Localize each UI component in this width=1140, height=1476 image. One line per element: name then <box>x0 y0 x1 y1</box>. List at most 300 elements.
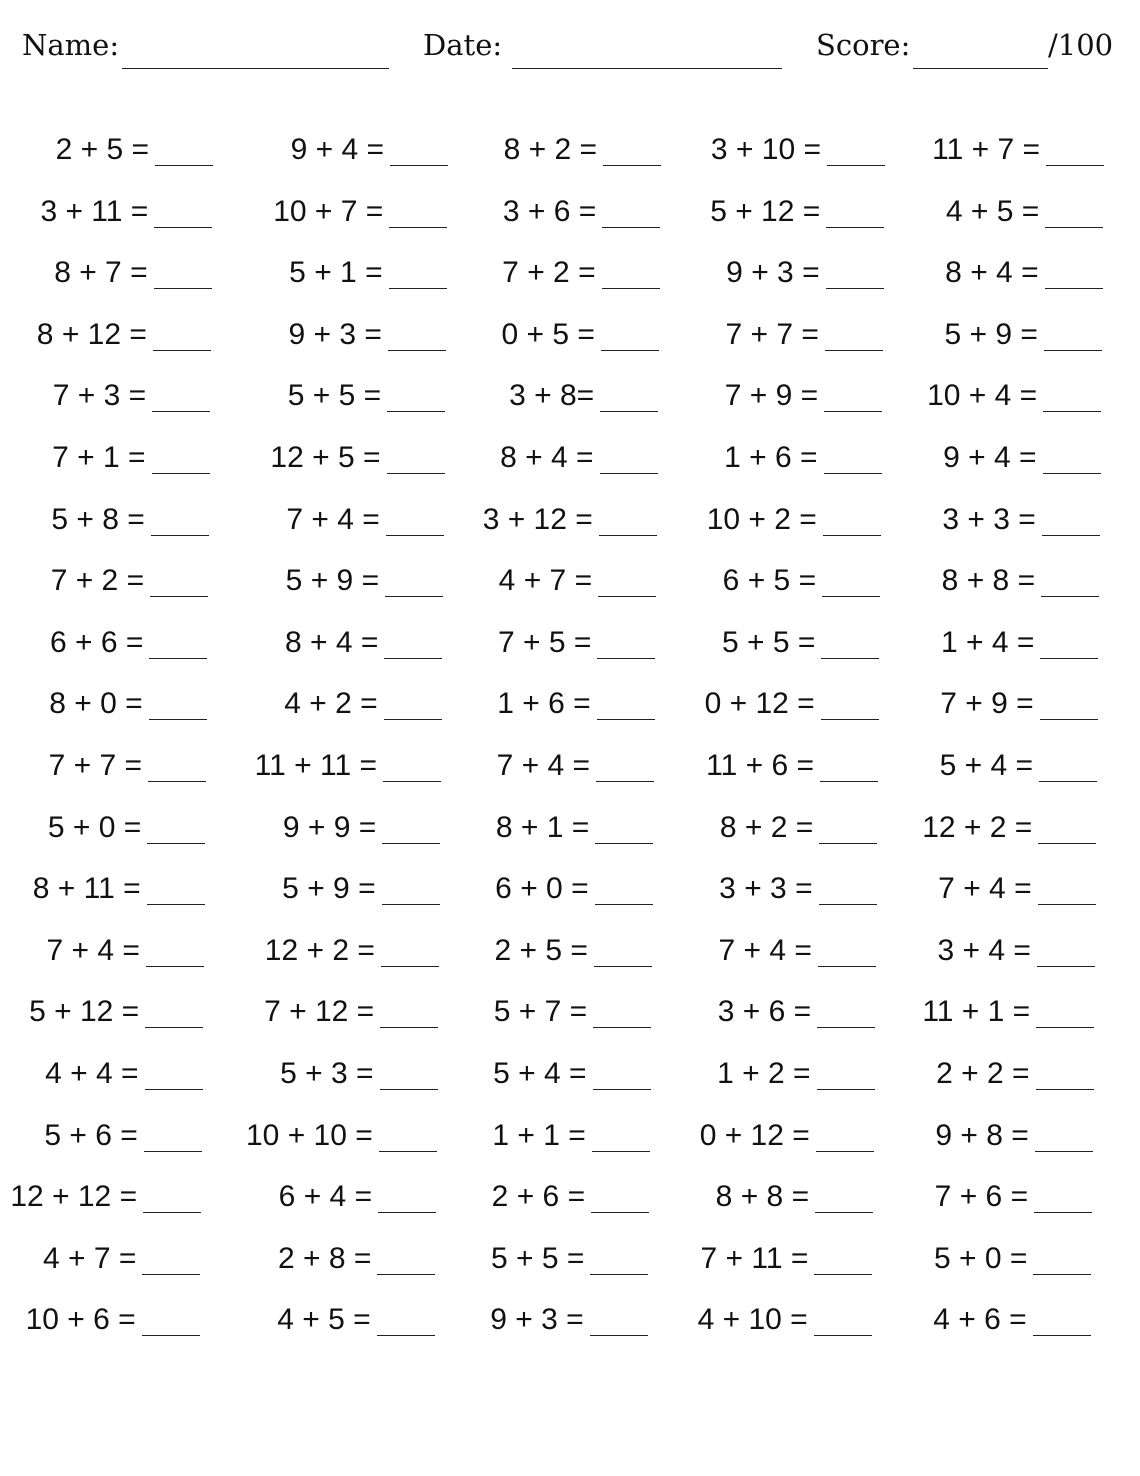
problem-text: 4 + 5 = <box>277 1303 371 1337</box>
problem-text: 4 + 5 = <box>945 194 1040 228</box>
answer-blank[interactable] <box>1037 966 1095 967</box>
answer-blank[interactable] <box>147 843 205 844</box>
problem-item <box>218 1056 438 1096</box>
problem-item <box>225 440 445 480</box>
answer-blank[interactable] <box>151 535 209 536</box>
answer-blank[interactable] <box>383 781 441 782</box>
problem-item <box>435 686 655 726</box>
problem-text: 11 + 7 = <box>932 133 1040 166</box>
answer-blank[interactable] <box>386 535 444 536</box>
problem-item <box>223 563 443 603</box>
problem-item <box>215 1302 435 1342</box>
problem-item <box>222 625 442 665</box>
problem-item <box>875 933 1095 973</box>
problem-item <box>665 132 885 172</box>
problem-text: 8 + 4 = <box>500 441 594 474</box>
answer-blank[interactable] <box>603 165 661 166</box>
problem-item <box>217 1118 437 1158</box>
problem-text: 9 + 3 = <box>288 317 382 351</box>
problem-text: 3 + 6 = <box>717 995 812 1029</box>
name-field[interactable] <box>122 68 389 69</box>
problem-text: 7 + 11 = <box>700 1241 809 1275</box>
problem-item <box>0 563 208 603</box>
problem-text: 12 + 12 = <box>10 1180 138 1214</box>
answer-blank[interactable] <box>600 473 658 474</box>
answer-blank[interactable] <box>387 473 445 474</box>
problem-item <box>0 502 209 542</box>
problem-item <box>882 317 1102 357</box>
answer-blank[interactable] <box>154 227 212 228</box>
answer-blank[interactable] <box>381 966 439 967</box>
problem-text: 5 + 5 = <box>490 1241 585 1275</box>
problem-text: 3 + 10 = <box>710 133 821 166</box>
problem-item <box>0 625 207 665</box>
problem-item <box>662 378 882 418</box>
answer-blank[interactable] <box>1036 1089 1094 1090</box>
answer-blank[interactable] <box>824 473 882 474</box>
problem-text: 3 + 6 = <box>502 194 597 228</box>
answer-blank[interactable] <box>145 1089 203 1090</box>
problem-item <box>0 255 212 295</box>
problem-item <box>0 1241 200 1281</box>
problem-item <box>0 1302 200 1342</box>
answer-blank[interactable] <box>382 843 440 844</box>
problem-item <box>0 994 203 1034</box>
problem-item <box>878 625 1098 665</box>
answer-blank[interactable] <box>822 596 880 597</box>
problem-text: 4 + 7 = <box>42 1241 137 1275</box>
problem-text: 5 + 4 = <box>493 1057 587 1090</box>
problem-text: 7 + 9 = <box>724 379 819 413</box>
problem-text: 11 + 11 = <box>254 749 377 782</box>
problem-item <box>435 625 655 665</box>
score-field[interactable] <box>913 68 1048 69</box>
answer-blank[interactable] <box>1038 904 1096 905</box>
date-field[interactable] <box>512 68 782 69</box>
problem-item <box>226 317 446 357</box>
problem-item <box>663 317 883 357</box>
problem-text: 3 + 11 = <box>40 194 149 228</box>
problem-item <box>432 933 652 973</box>
answer-blank[interactable] <box>597 658 655 659</box>
problem-text: 2 + 5 = <box>494 933 588 967</box>
answer-blank[interactable] <box>152 473 210 474</box>
answer-blank[interactable] <box>384 719 442 720</box>
answer-blank[interactable] <box>382 904 440 905</box>
problem-text: 9 + 4 = <box>943 441 1037 474</box>
problem-item <box>880 502 1100 542</box>
answer-blank[interactable] <box>388 350 446 351</box>
problem-item <box>664 194 884 234</box>
answer-blank[interactable] <box>153 350 211 351</box>
problem-text: 5 + 9 = <box>944 317 1038 351</box>
answer-blank[interactable] <box>1041 596 1099 597</box>
answer-blank[interactable] <box>814 1335 872 1336</box>
answer-blank[interactable] <box>821 719 879 720</box>
problem-text: 8 + 2 = <box>503 133 597 166</box>
problem-text: 8 + 4 = <box>284 625 379 659</box>
problem-text: 6 + 6 = <box>49 625 144 659</box>
answer-blank[interactable] <box>819 843 877 844</box>
problem-item <box>0 440 210 480</box>
problem-item <box>881 440 1101 480</box>
problem-text: 7 + 4 = <box>286 502 380 536</box>
problem-item <box>883 194 1103 234</box>
problem-text: 5 + 7 = <box>493 995 588 1029</box>
problem-item <box>222 686 442 726</box>
problem-item <box>431 994 651 1034</box>
problem-text: 5 + 0 = <box>47 810 142 844</box>
answer-blank[interactable] <box>599 535 657 536</box>
problem-item <box>0 1056 203 1096</box>
problem-item <box>434 748 654 788</box>
answer-blank[interactable] <box>590 1335 648 1336</box>
problem-item <box>657 871 877 911</box>
name-label: Name: <box>22 28 120 62</box>
problem-text: 6 + 0 = <box>495 872 589 906</box>
problem-item <box>428 1302 648 1342</box>
answer-blank[interactable] <box>1040 719 1098 720</box>
score-total: /100 <box>1048 28 1114 62</box>
answer-blank[interactable] <box>149 719 207 720</box>
problem-item <box>879 563 1099 603</box>
problem-item <box>662 440 882 480</box>
answer-blank[interactable] <box>814 1274 872 1275</box>
problem-text: 9 + 8 = <box>935 1118 1029 1152</box>
problem-item <box>876 810 1096 850</box>
problem-item <box>0 132 213 172</box>
answer-blank[interactable] <box>825 350 883 351</box>
problem-text: 5 + 4 = <box>939 749 1033 782</box>
problem-text: 1 + 6 = <box>724 441 818 474</box>
answer-blank[interactable] <box>601 350 659 351</box>
problem-item <box>227 194 447 234</box>
problem-item <box>874 1056 1094 1096</box>
problem-text: 10 + 10 = <box>246 1118 373 1152</box>
answer-blank[interactable] <box>389 288 447 289</box>
problem-text: 5 + 12 = <box>29 995 140 1029</box>
problem-text: 3 + 3 = <box>942 502 1036 536</box>
problem-text: 7 + 2 = <box>50 564 145 598</box>
answer-blank[interactable] <box>594 966 652 967</box>
answer-blank[interactable] <box>377 1274 435 1275</box>
problem-text: 8 + 8 = <box>715 1180 810 1214</box>
problem-item <box>0 317 211 357</box>
problem-item <box>0 1118 202 1158</box>
answer-blank[interactable] <box>600 411 658 412</box>
answer-blank[interactable] <box>595 904 653 905</box>
problem-text: 7 + 1 = <box>52 441 146 474</box>
problem-text: 3 + 3 = <box>719 872 813 906</box>
problem-item <box>216 1179 436 1219</box>
problem-text: 7 + 4 = <box>46 933 140 967</box>
answer-blank[interactable] <box>816 1151 874 1152</box>
problem-item <box>440 194 660 234</box>
answer-blank[interactable] <box>390 165 448 166</box>
answer-blank[interactable] <box>817 1027 875 1028</box>
problem-text: 0 + 12 = <box>699 1118 810 1152</box>
problem-item <box>429 1179 649 1219</box>
problem-item <box>877 748 1097 788</box>
problem-text: 10 + 4 = <box>927 379 1038 413</box>
answer-blank[interactable] <box>592 1151 650 1152</box>
answer-blank[interactable] <box>380 1089 438 1090</box>
answer-blank[interactable] <box>593 1089 651 1090</box>
answer-blank[interactable] <box>148 781 206 782</box>
problem-item <box>436 563 656 603</box>
problem-item <box>0 1179 201 1219</box>
problem-text: 4 + 2 = <box>284 687 378 721</box>
problem-item <box>874 994 1094 1034</box>
problem-text: 7 + 3 = <box>52 379 147 413</box>
answer-blank[interactable] <box>1033 1274 1091 1275</box>
problem-item <box>872 1179 1092 1219</box>
answer-blank[interactable] <box>826 227 884 228</box>
problem-text: 10 + 2 = <box>706 502 817 536</box>
problem-text: 8 + 11 = <box>32 872 141 906</box>
problem-text: 11 + 6 = <box>706 749 814 782</box>
problem-item <box>655 1056 875 1096</box>
problem-text: 3 + 4 = <box>937 933 1031 967</box>
problem-item <box>0 871 205 911</box>
answer-blank[interactable] <box>1043 473 1101 474</box>
answer-blank[interactable] <box>143 1212 201 1213</box>
problem-item <box>228 132 448 172</box>
problem-item <box>440 255 660 295</box>
problem-item <box>878 686 1098 726</box>
problem-item <box>0 686 207 726</box>
problem-text: 9 + 3 = <box>726 256 820 290</box>
problem-text: 2 + 5 = <box>55 133 149 166</box>
problem-text: 5 + 3 = <box>280 1057 374 1090</box>
problem-text: 4 + 6 = <box>933 1303 1027 1337</box>
problem-text: 10 + 7 = <box>273 194 384 228</box>
problem-text: 5 + 9 = <box>282 872 376 906</box>
problem-text: 5 + 12 = <box>710 194 821 228</box>
problem-text: 8 + 12 = <box>36 317 147 351</box>
problem-text: 7 + 9 = <box>940 687 1034 721</box>
answer-blank[interactable] <box>1033 1335 1091 1336</box>
answer-blank[interactable] <box>1045 288 1103 289</box>
score-label: Score: <box>816 28 911 62</box>
answer-blank[interactable] <box>815 1212 873 1213</box>
answer-blank[interactable] <box>145 1027 203 1028</box>
answer-blank[interactable] <box>1043 411 1101 412</box>
problem-item <box>439 317 659 357</box>
problem-item <box>655 994 875 1034</box>
problem-item <box>438 378 658 418</box>
answer-blank[interactable] <box>389 227 447 228</box>
problem-item <box>0 748 206 788</box>
answer-blank[interactable] <box>590 1274 648 1275</box>
problem-item <box>660 563 880 603</box>
problem-item <box>428 1241 648 1281</box>
answer-blank[interactable] <box>824 411 882 412</box>
problem-item <box>433 871 653 911</box>
answer-blank[interactable] <box>147 904 205 905</box>
problem-item <box>227 255 447 295</box>
problem-item <box>0 194 212 234</box>
problem-text: 9 + 4 = <box>290 133 384 166</box>
problem-text: 0 + 12 = <box>704 687 815 721</box>
problem-text: 9 + 9 = <box>282 810 377 844</box>
problem-item <box>220 871 440 911</box>
problem-item <box>657 810 877 850</box>
problem-item <box>215 1241 435 1281</box>
answer-blank[interactable] <box>597 719 655 720</box>
answer-blank[interactable] <box>596 781 654 782</box>
problem-text: 4 + 7 = <box>498 564 593 598</box>
problem-text: 4 + 10 = <box>697 1303 808 1337</box>
problem-item <box>659 625 879 665</box>
problem-text: 5 + 6 = <box>44 1118 138 1152</box>
answer-blank[interactable] <box>385 596 443 597</box>
problem-text: 12 + 2 = <box>264 933 375 967</box>
problem-item <box>225 378 445 418</box>
problem-text: 8 + 7 = <box>54 256 148 290</box>
answer-blank[interactable] <box>1040 658 1098 659</box>
answer-blank[interactable] <box>144 1151 202 1152</box>
answer-blank[interactable] <box>152 411 210 412</box>
answer-blank[interactable] <box>379 1151 437 1152</box>
problem-item <box>441 132 661 172</box>
answer-blank[interactable] <box>826 288 884 289</box>
problem-text: 7 + 7 = <box>48 749 142 782</box>
problem-item <box>653 1179 873 1219</box>
answer-blank[interactable] <box>150 596 208 597</box>
problem-text: 8 + 1 = <box>495 810 590 844</box>
problem-text: 8 + 8 = <box>941 564 1036 598</box>
problem-text: 7 + 12 = <box>264 995 375 1029</box>
problem-text: 2 + 2 = <box>936 1057 1030 1090</box>
date-label: Date: <box>423 28 503 62</box>
problem-text: 8 + 2 = <box>719 810 814 844</box>
problem-item <box>431 1056 651 1096</box>
answer-blank[interactable] <box>818 966 876 967</box>
answer-blank[interactable] <box>142 1274 200 1275</box>
answer-blank[interactable] <box>821 658 879 659</box>
answer-blank[interactable] <box>1034 1212 1092 1213</box>
problem-item <box>659 686 879 726</box>
answer-blank[interactable] <box>1045 227 1103 228</box>
problem-item <box>0 378 210 418</box>
problem-item <box>438 440 658 480</box>
problem-item <box>654 1118 874 1158</box>
answer-blank[interactable] <box>1046 165 1104 166</box>
problem-text: 7 + 7 = <box>725 317 819 351</box>
problem-text: 8 + 0 = <box>49 687 143 721</box>
problem-text: 5 + 5 = <box>287 379 382 413</box>
problem-item <box>430 1118 650 1158</box>
answer-blank[interactable] <box>155 165 213 166</box>
problem-text: 5 + 0 = <box>933 1241 1028 1275</box>
problem-text: 9 + 3 = <box>490 1303 584 1337</box>
problem-item <box>881 378 1101 418</box>
problem-item <box>652 1241 872 1281</box>
problem-item <box>664 255 884 295</box>
answer-blank[interactable] <box>377 1335 435 1336</box>
problem-text: 7 + 4 = <box>718 933 812 967</box>
answer-blank[interactable] <box>595 843 653 844</box>
problem-item <box>656 933 876 973</box>
answer-blank[interactable] <box>602 227 660 228</box>
problem-text: 4 + 4 = <box>45 1057 139 1090</box>
problem-text: 1 + 1 = <box>492 1118 586 1152</box>
problem-text: 11 + 1 = <box>922 995 1031 1029</box>
answer-blank[interactable] <box>591 1212 649 1213</box>
problem-text: 8 + 4 = <box>945 256 1039 290</box>
answer-blank[interactable] <box>593 1027 651 1028</box>
problem-item <box>218 994 438 1034</box>
problem-text: 7 + 2 = <box>502 256 596 290</box>
problem-text: 12 + 5 = <box>270 441 381 474</box>
answer-blank[interactable] <box>823 535 881 536</box>
problem-item <box>884 132 1104 172</box>
answer-blank[interactable] <box>1039 781 1097 782</box>
problem-text: 10 + 6 = <box>25 1303 136 1337</box>
problem-text: 5 + 5 = <box>721 625 816 659</box>
problem-item <box>221 748 441 788</box>
problem-item <box>661 502 881 542</box>
answer-blank[interactable] <box>154 288 212 289</box>
problem-item <box>873 1118 1093 1158</box>
answer-blank[interactable] <box>384 658 442 659</box>
problem-text: 7 + 5 = <box>497 625 592 659</box>
answer-blank[interactable] <box>598 596 656 597</box>
answer-blank[interactable] <box>1035 1151 1093 1152</box>
problem-text: 6 + 4 = <box>278 1180 373 1214</box>
problem-text: 2 + 6 = <box>491 1180 586 1214</box>
problem-item <box>437 502 657 542</box>
problem-text: 1 + 4 = <box>940 625 1035 659</box>
problem-text: 1 + 2 = <box>717 1057 811 1090</box>
answer-blank[interactable] <box>1036 1027 1094 1028</box>
answer-blank[interactable] <box>827 165 885 166</box>
problem-item <box>883 255 1103 295</box>
problem-item <box>658 748 878 788</box>
answer-blank[interactable] <box>380 1027 438 1028</box>
answer-blank[interactable] <box>149 658 207 659</box>
problem-item <box>871 1302 1091 1342</box>
problem-item <box>219 933 439 973</box>
answer-blank[interactable] <box>378 1212 436 1213</box>
problem-text: 5 + 8 = <box>51 502 145 536</box>
problem-item <box>652 1302 872 1342</box>
problem-text: 2 + 8 = <box>277 1241 372 1275</box>
problem-text: 0 + 5 = <box>501 317 595 351</box>
answer-blank[interactable] <box>820 781 878 782</box>
answer-blank[interactable] <box>387 411 445 412</box>
answer-blank[interactable] <box>146 966 204 967</box>
answer-blank[interactable] <box>602 288 660 289</box>
problem-item <box>220 810 440 850</box>
problem-item <box>224 502 444 542</box>
answer-blank[interactable] <box>1042 535 1100 536</box>
answer-blank[interactable] <box>819 904 877 905</box>
problem-item <box>433 810 653 850</box>
answer-blank[interactable] <box>1044 350 1102 351</box>
problem-text: 3 + 12 = <box>482 502 593 536</box>
answer-blank[interactable] <box>817 1089 875 1090</box>
answer-blank[interactable] <box>142 1335 200 1336</box>
problem-text: 7 + 6 = <box>934 1180 1029 1214</box>
answer-blank[interactable] <box>1038 843 1096 844</box>
problem-text: 7 + 4 = <box>938 872 1032 906</box>
problem-item <box>871 1241 1091 1281</box>
problem-text: 5 + 9 = <box>285 564 380 598</box>
problem-text: 7 + 4 = <box>496 749 590 782</box>
problem-text: 5 + 1 = <box>289 256 383 290</box>
